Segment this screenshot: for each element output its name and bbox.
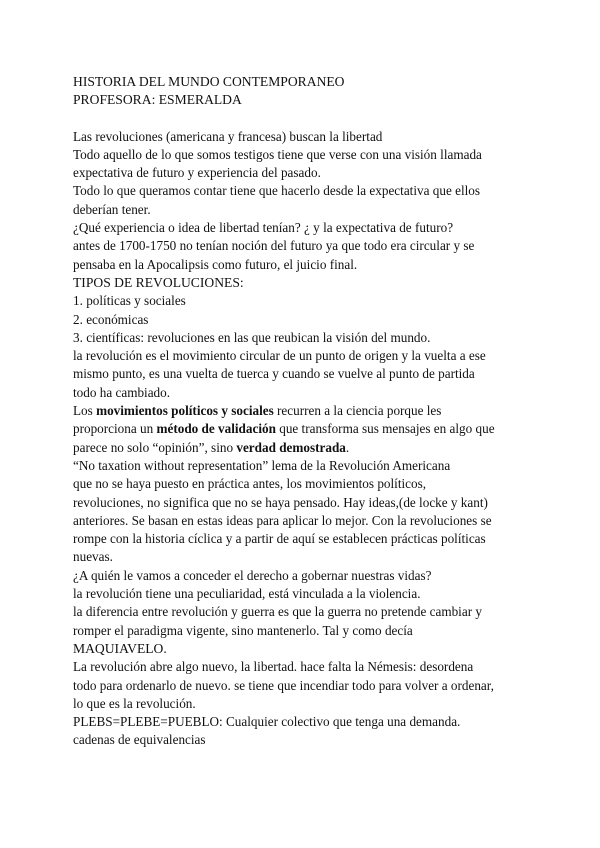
text-line: Todo aquello de lo que somos testigos tiene que verse con una visión llamada (73, 146, 482, 162)
text-line: expectativa de futuro y experiencia del pasado. (73, 165, 321, 181)
text-line: antes de 1700-1750 no tenían noción del futuro ya que todo era circular y se (73, 238, 475, 254)
text-line (73, 402, 563, 420)
text-line: Las revoluciones (americana y francesa) buscan la libertad (73, 128, 383, 144)
text-line: pensaba en la Apocalipsis como futuro, el juicio final. (73, 256, 358, 272)
text-line: anteriores. Se basan en estas ideas para aplicar lo mejor. Con la revoluciones se (73, 512, 492, 528)
text-line: nuevas. (73, 549, 113, 565)
text-line: Todo lo que queramos contar tiene que hacerlo desde la expectativa que ellos (73, 183, 480, 199)
document-body (73, 73, 563, 750)
text-line: “No taxation without representation” lema de la Revolución Americana (73, 457, 451, 473)
text-line: que no se haya puesto en práctica antes, los movimientos políticos, (73, 476, 427, 492)
bold-run: verdad demostrada (236, 439, 346, 455)
text-line: revoluciones, no significa que no se haya pensado. Hay ideas,(de locke y kant) (73, 494, 488, 510)
teacher-line: PROFESORA: ESMERALDA (73, 92, 242, 108)
text-line: deberían tener. (73, 201, 151, 217)
text-run: . (345, 439, 350, 455)
text-run: proporciona un (73, 421, 157, 437)
text-line: todo para ordenarlo de nuevo. se tiene que incendiar todo para volver a ordenar, (73, 677, 494, 693)
text-line: rompe con la historia cíclica y a partir de aquí se establecen prácticas políticas (73, 531, 486, 547)
list-item: 2. económicas (73, 311, 149, 327)
text-line: la diferencia entre revolución y guerra es que la guerra no pretende cambiar y (73, 604, 482, 620)
bold-run: método de validación (156, 421, 276, 437)
bold-run: movimientos políticos y sociales (96, 403, 274, 419)
text-line: La revolución abre algo nuevo, la libertad. hace falta la Némesis: desordena (73, 659, 474, 675)
text-run: Los (73, 403, 97, 419)
text-line: todo ha cambiado. (73, 384, 171, 400)
text-run: que transforma sus mensajes en algo que (275, 421, 495, 437)
text-line: mismo punto, es una vuelta de tuerca y cuando se vuelve al punto de partida (73, 366, 475, 382)
list-item: 3. científicas: revoluciones en las que reubican la visión del mundo. (73, 329, 431, 345)
text-run: parece no solo “opinión”, sino (73, 439, 237, 455)
text-line: la revolución tiene una peculiaridad, está vinculada a la violencia. (73, 586, 421, 602)
list-item: 1. políticas y sociales (73, 293, 186, 309)
text-line: lo que es la revolución. (73, 695, 196, 711)
text-line (73, 439, 563, 457)
text-line: PLEBS=PLEBE=PUEBLO: Cualquier colectivo que tenga una demanda. (73, 714, 461, 730)
spacer (73, 110, 563, 128)
text-line: ¿Qué experiencia o idea de libertad tenían? ¿ y la expectativa de futuro? (73, 220, 454, 236)
text-line: MAQUIAVELO. (73, 640, 167, 656)
text-line: romper el paradigma vigente, sino mantenerlo. Tal y como decía (73, 622, 413, 638)
document-title: HISTORIA DEL MUNDO CONTEMPORANEO (73, 74, 345, 89)
text-line: la revolución es el movimiento circular de un punto de origen y la vuelta a ese (73, 348, 486, 364)
text-line (73, 420, 563, 438)
section-heading: TIPOS DE REVOLUCIONES: (73, 274, 244, 290)
text-line: cadenas de equivalencias (73, 732, 206, 748)
text-line: ¿A quién le vamos a conceder el derecho a gobernar nuestras vidas? (73, 567, 432, 583)
text-run: recurren a la ciencia porque les (273, 403, 442, 419)
